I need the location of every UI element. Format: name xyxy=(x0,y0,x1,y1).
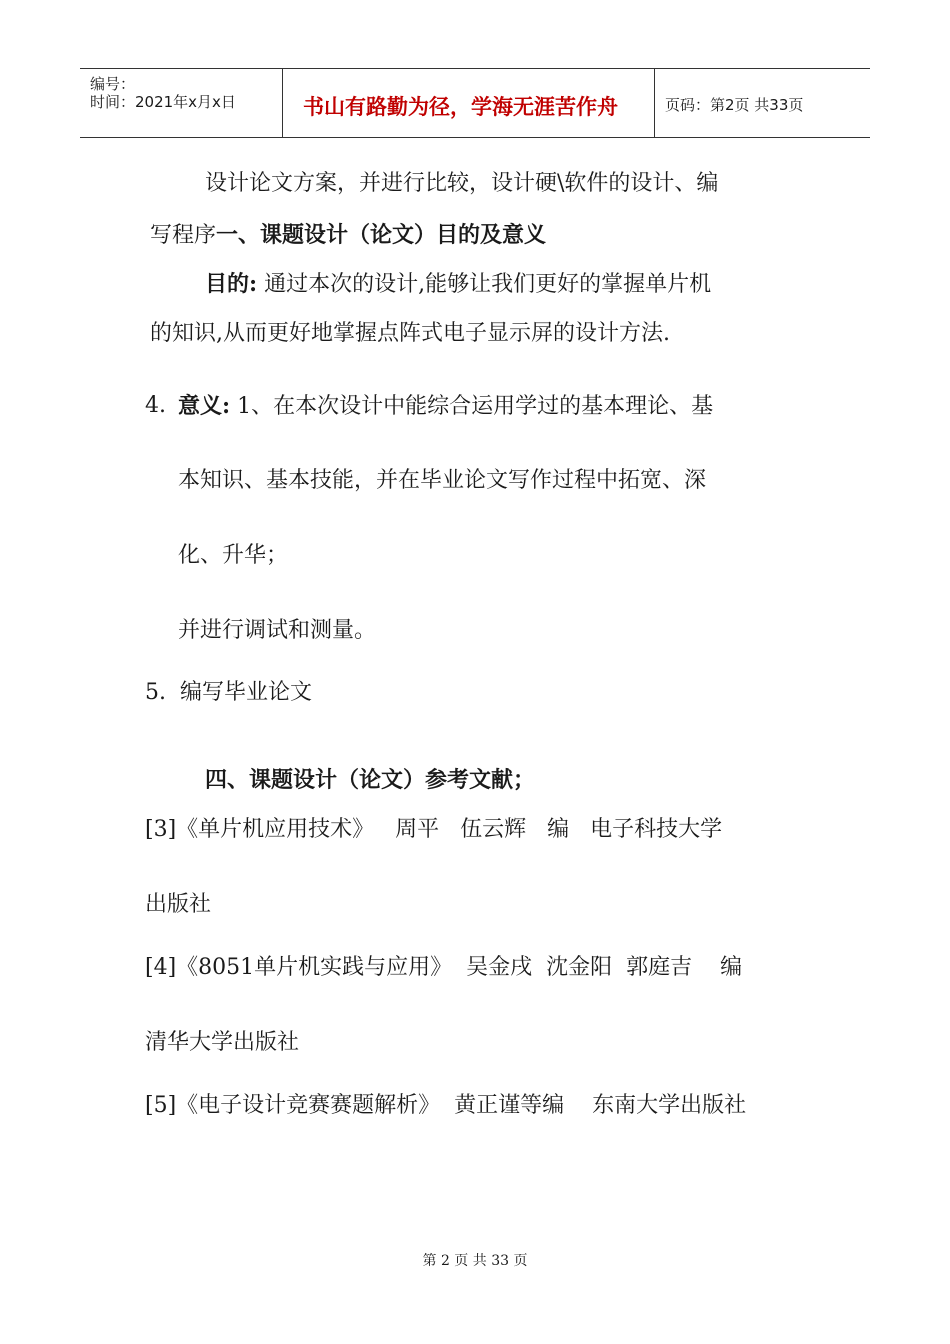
header-motto-cell xyxy=(283,69,655,137)
page-header xyxy=(80,68,870,138)
item-4-text: 1、在本次设计中能综合运用学过的基本理论、基 xyxy=(230,394,714,419)
item-5: 5. 编写毕业论文 xyxy=(145,680,312,705)
purpose-label: 目的: xyxy=(205,271,258,297)
page-footer: 第 2 页 共 33 页 xyxy=(422,1253,528,1269)
line2-prefix: 写程序 xyxy=(150,223,217,248)
purpose-continuation: 的知识,从而更好地掌握点阵式电子显示屏的设计方法. xyxy=(150,321,670,346)
purpose-text: 通过本次的设计,能够让我们更好的掌握单片机 xyxy=(257,272,712,297)
header-page-info: 页码：第2页 共33页 xyxy=(665,96,804,114)
reference-3: [3]《单片机应用技术》 周平 伍云辉 编 电子科技大学 xyxy=(145,817,723,842)
doc-time-label: 时间：2021年x月x日 xyxy=(90,93,236,111)
item-4-cont-3: 并进行调试和测量。 xyxy=(178,618,377,643)
reference-5: [5]《电子设计竞赛赛题解析》 黄正谨等编 东南大学出版社 xyxy=(145,1093,747,1118)
header-motto: 书山有路勤为径，学海无涯苦作舟 xyxy=(303,95,618,119)
item-4-number: 4. xyxy=(145,393,166,418)
header-meta-cell xyxy=(80,69,283,137)
header-page-cell xyxy=(655,69,870,137)
reference-4: [4]《8051单片机实践与应用》 吴金戌 沈金阳 郭庭吉 编 xyxy=(145,955,743,980)
item-4 xyxy=(178,395,713,418)
item-4-cont-1: 本知识、基本技能，并在毕业论文写作过程中拓宽、深 xyxy=(178,468,707,493)
body-line-2 xyxy=(150,224,546,247)
item-4-label: 意义: xyxy=(178,393,231,419)
section-heading-1: 一、课题设计（论文）目的及意义 xyxy=(216,222,547,248)
references-heading: 四、课题设计（论文）参考文献； xyxy=(205,767,536,793)
doc-number-label: 编号： xyxy=(90,75,136,93)
body-line-1: 设计论文方案，并进行比较，设计硬\软件的设计、编 xyxy=(205,171,719,196)
reference-3-cont: 出版社 xyxy=(145,892,212,917)
purpose-paragraph xyxy=(205,273,711,296)
item-4-cont-2: 化、升华； xyxy=(178,543,289,568)
reference-4-cont: 清华大学出版社 xyxy=(145,1030,300,1055)
